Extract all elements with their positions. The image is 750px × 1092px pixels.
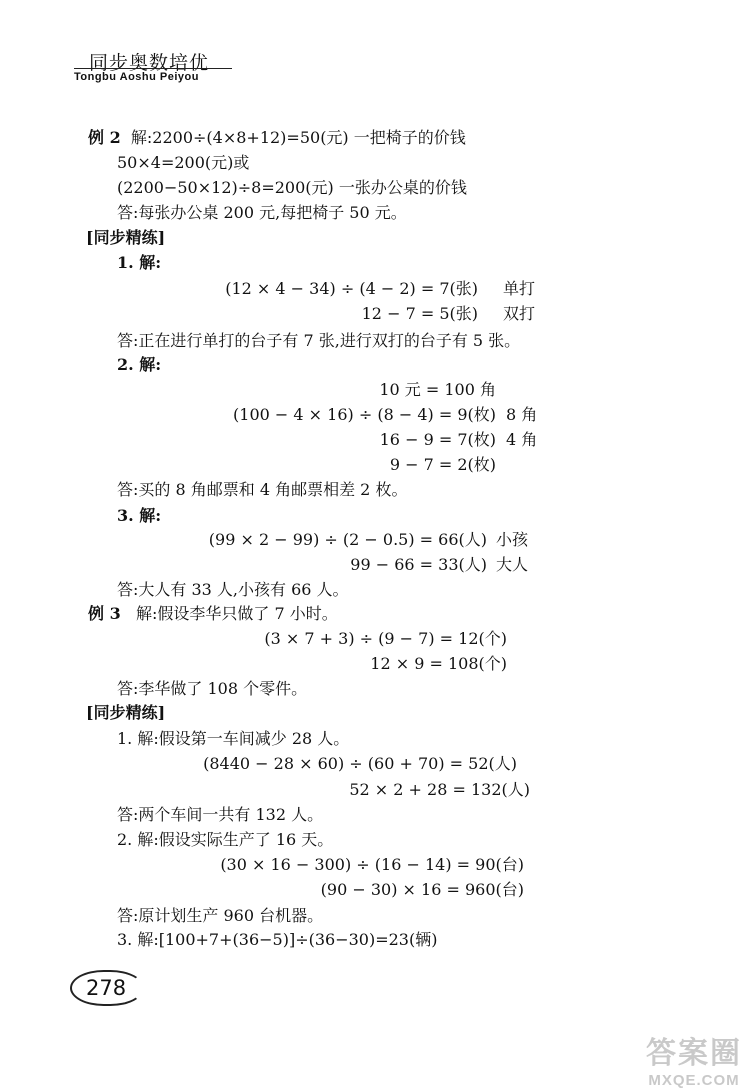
watermark — [646, 1028, 742, 1089]
equation-note: 单打 — [503, 279, 536, 298]
example-3-label: 例 3 — [88, 604, 121, 623]
page-number: 278 — [86, 976, 127, 1000]
equation: (3 × 7 + 3) ÷ (9 − 7) = 12(个) — [264, 629, 507, 648]
equation: 12 × 9 = 108(个) — [370, 654, 507, 673]
example-3-line — [88, 604, 338, 624]
exercise-line: 2. 解:假设实际生产了 16 天。 — [117, 830, 334, 849]
equation: 12 − 7 = 5(张) — [361, 304, 478, 323]
equation: (12 × 4 − 34) ÷ (4 − 2) = 7(张) — [225, 279, 478, 298]
equation: 9 − 7 = 2(枚) — [389, 455, 496, 474]
equation: (99 × 2 − 99) ÷ (2 − 0.5) = 66(人) — [208, 530, 487, 549]
watermark-logo: 答案圈 — [646, 1037, 742, 1070]
example-3-solution: 解:假设李华只做了 7 小时。 — [135, 604, 338, 623]
answer-line: 答:大人有 33 人,小孩有 66 人。 — [117, 580, 349, 599]
example-2-solution: 解:2200÷(4×8+12)=50(元) 一把椅子的价钱 — [130, 128, 466, 147]
equation: (30 × 16 − 300) ÷ (16 − 14) = 90(台) — [220, 855, 524, 874]
watermark-url: MXQE.COM — [648, 1072, 740, 1089]
equation: 10 元 = 100 角 — [379, 380, 496, 399]
exercise-number: 3. 解: — [117, 506, 162, 525]
header-rule — [74, 68, 232, 69]
equation: 16 − 9 = 7(枚) — [379, 430, 496, 449]
equation-note: 8 角 — [506, 405, 538, 424]
equation: (8440 − 28 × 60) ÷ (60 + 70) = 52(人) — [203, 754, 517, 773]
equation-note: 双打 — [503, 304, 536, 323]
book-series-title: 同步奥数培优 — [89, 52, 210, 74]
exercise-number: 2. 解: — [117, 355, 162, 374]
equation-note: 大人 — [496, 555, 529, 574]
equation: (100 − 4 × 16) ÷ (8 − 4) = 9(枚) — [233, 405, 496, 424]
equation: 99 − 66 = 33(人) — [350, 555, 487, 574]
equation-note: 4 角 — [506, 430, 538, 449]
section-heading: [同步精练] — [86, 703, 166, 722]
solution-line: (2200−50×12)÷8=200(元) 一张办公桌的价钱 — [117, 178, 467, 197]
exercise-line: 1. 解:假设第一车间减少 28 人。 — [117, 729, 350, 748]
section-heading: [同步精练] — [86, 228, 166, 247]
solution-line: 50×4=200(元)或 — [117, 153, 250, 172]
exercise-number: 1. 解: — [117, 253, 162, 272]
answer-line: 答:原计划生产 960 台机器。 — [117, 906, 324, 925]
answer-line: 答:正在进行单打的台子有 7 张,进行双打的台子有 5 张。 — [117, 331, 521, 350]
book-series-subtitle: Tongbu Aoshu Peiyou — [74, 71, 199, 83]
equation: (90 − 30) × 16 = 960(台) — [320, 880, 524, 899]
example-2-line — [88, 128, 466, 148]
answer-line: 答:每张办公桌 200 元,每把椅子 50 元。 — [117, 203, 407, 222]
answer-line: 答:两个车间一共有 132 人。 — [117, 805, 324, 824]
example-2-label: 例 2 — [88, 128, 121, 147]
exercise-line: 3. 解:[100+7+(36−5)]÷(36−30)=23(辆) — [117, 930, 438, 949]
answer-line: 答:买的 8 角邮票和 4 角邮票相差 2 枚。 — [117, 480, 408, 499]
equation: 52 × 2 + 28 = 132(人) — [349, 780, 530, 799]
answer-line: 答:李华做了 108 个零件。 — [117, 679, 308, 698]
equation-note: 小孩 — [496, 530, 529, 549]
